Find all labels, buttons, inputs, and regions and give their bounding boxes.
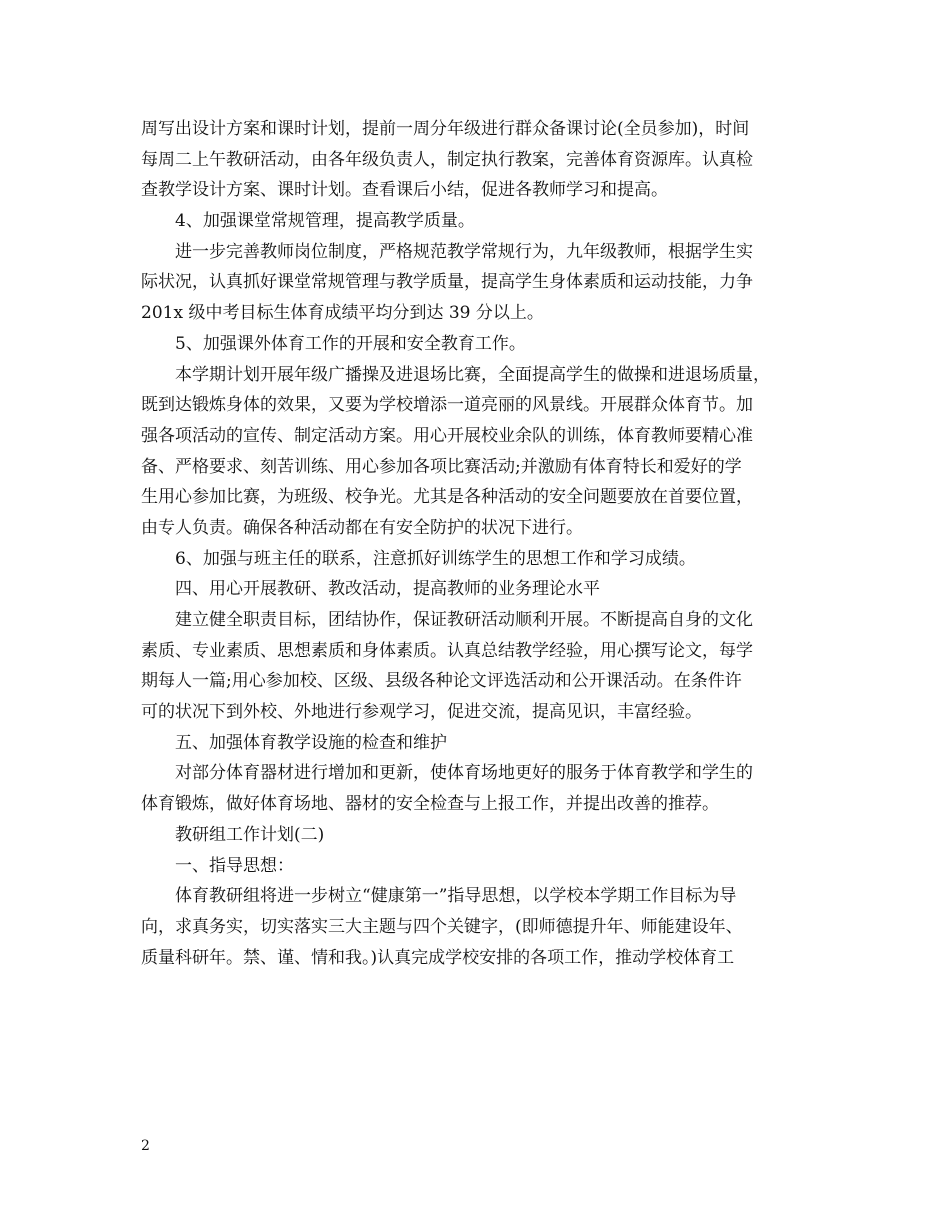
text-line: 建立健全职责目标，团结协作，保证教研活动顺利开展。不断提高自身的文化 — [175, 610, 753, 630]
text-line: 际状况，认真抓好课堂常规管理与教学质量，提高学生身体素质和运动技能，力争 — [141, 272, 753, 293]
text-line: 进一步完善教师岗位制度，严格规范教学常规行为，九年级教师，根据学生实 — [175, 241, 753, 262]
document-body — [141, 114, 821, 973]
text-line: 4、加强课堂常规管理，提高教学质量。 — [175, 211, 475, 232]
text-line: 5、加强课外体育工作的开展和安全教育工作。 — [175, 333, 526, 354]
text-line: 查教学设计方案、课时计划。查看课后小结，促进各教师学习和提高。 — [141, 180, 668, 201]
text-line: 可的状况下到外校、外地进行参观学习，促进交流，提高见识，丰富经验。 — [141, 702, 702, 723]
text-line: 6、加强与班主任的联系，注意抓好训练学生的思想工作和学习成绩。 — [175, 548, 696, 569]
text-line: 教研组工作计划(二) — [175, 824, 325, 845]
text-line: 五、加强体育教学设施的检查和维护 — [175, 732, 447, 753]
text-line: 四、用心开展教研、教改活动，提高教师的业务理论水平 — [175, 579, 600, 600]
text-line: 备、严格要求、刻苦训练、用心参加各项比赛活动;并激励有体育特长和爱好的学 — [141, 456, 742, 477]
text-line: 素质、专业素质、思想素质和身体素质。认真总结教学经验，用心撰写论文，每学 — [141, 640, 753, 661]
text-line: 生用心参加比赛，为班级、校争光。尤其是各种活动的安全问题要放在首要位置， — [141, 487, 753, 508]
text-line: 既到达锻炼身体的效果，又要为学校增添一道亮丽的风景线。开展群众体育节。加 — [141, 395, 753, 416]
text-line: 本学期计划开展年级广播操及进退场比赛，全面提高学生的做操和进退场质量， — [175, 364, 770, 385]
text-line: 一、指导思想： — [175, 855, 294, 876]
text-line: 质量科研年。禁、谨、情和我。)认真完成学校安排的各项工作，推动学校体育工 — [141, 947, 735, 968]
page-number: 2 — [141, 1138, 150, 1154]
text-line: 由专人负责。确保各种活动都在有安全防护的状况下进行。 — [141, 517, 583, 538]
text-line: 周写出设计方案和课时计划，提前一周分年级进行群众备课讨论(全员参加)，时间 — [141, 119, 750, 139]
text-line: 每周二上午教研活动，由各年级负责人，制定执行教案，完善体育资源库。认真检 — [141, 149, 753, 170]
text-line: 201x 级中考目标生体育成绩平均分到达 39 分以上。 — [141, 303, 544, 324]
text-line: 期每人一篇;用心参加校、区级、县级各种论文评选活动和公开课活动。在条件许 — [141, 671, 742, 692]
text-line: 对部分体育器材进行增加和更新，使体育场地更好的服务于体育教学和学生的 — [175, 763, 753, 784]
text-line: 向，求真务实，切实落实三大主题与四个关键字，(即师德提升年、师能建设年、 — [141, 916, 743, 937]
text-line: 强各项活动的宣传、制定活动方案。用心开展校业余队的训练，体育教师要精心准 — [141, 425, 753, 446]
text-line: 体育教研组将进一步树立“健康第一”指导思想，以学校本学期工作目标为导 — [175, 886, 737, 907]
text-line: 体育锻炼，做好体育场地、器材的安全检查与上报工作，并提出改善的推荐。 — [141, 794, 719, 815]
